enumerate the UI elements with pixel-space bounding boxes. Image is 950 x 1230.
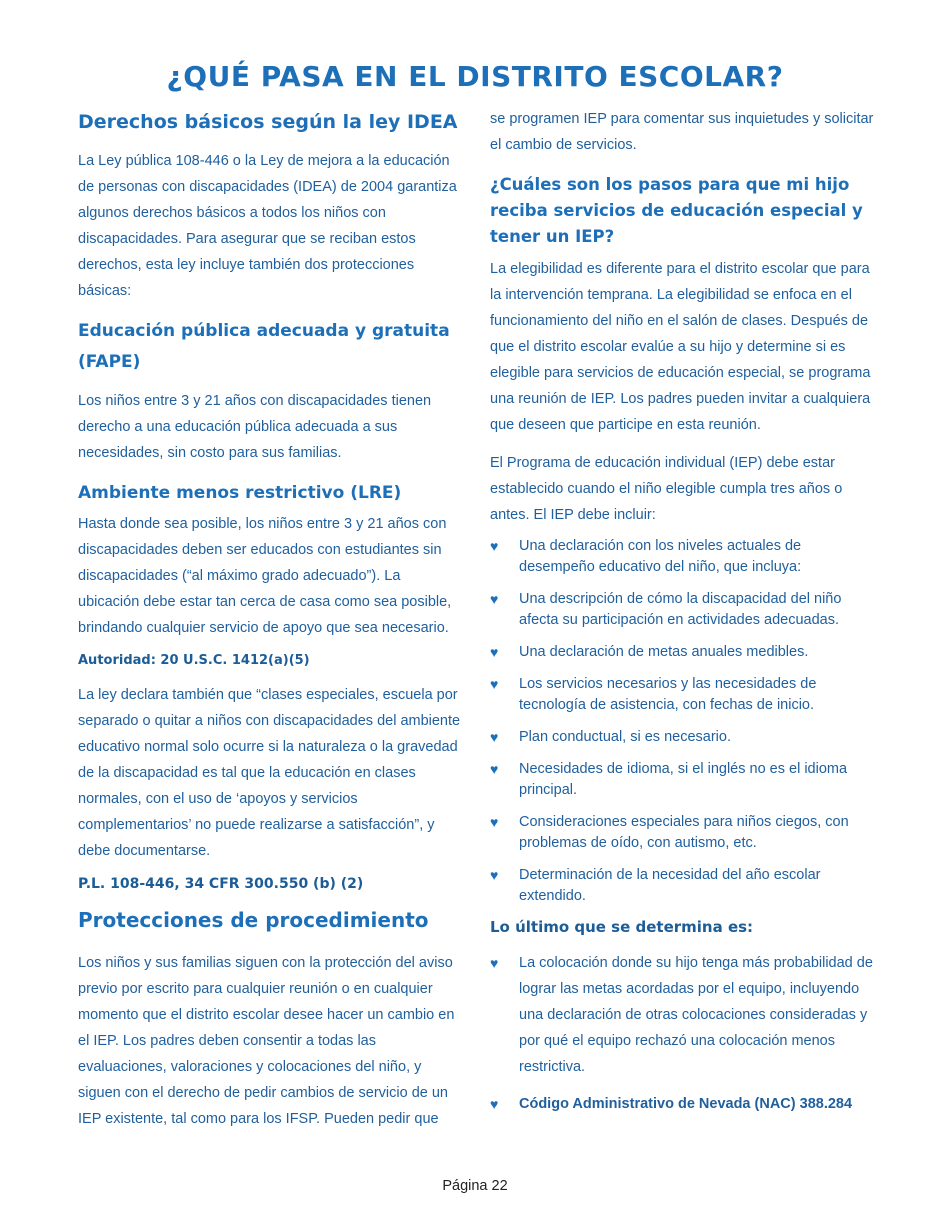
heart-bullet-icon: ♥ xyxy=(490,729,499,745)
heading-lre: Ambiente menos restrictivo (LRE) xyxy=(78,483,402,503)
list-item: ♥ Necesidades de idioma, si el inglés no es el idioma principal. xyxy=(490,761,848,798)
heading-pasos: ¿Cuáles son los pasos para que mi hijo reciba servicios de educación especial y tener un IEP? xyxy=(490,175,863,246)
list-item: ♥ Determinación de la necesidad del año escolar extendido. xyxy=(490,867,821,904)
list-item: ♥ Consideraciones especiales para niños ciegos, con problemas de oído, con autismo, etc. xyxy=(490,814,849,851)
heart-bullet-icon: ♥ xyxy=(490,1096,499,1112)
list-item: ♥ Los servicios necesarios y las necesidades de tecnología de asistencia, con fechas de inicio. xyxy=(490,676,817,713)
heart-bullet-icon: ♥ xyxy=(490,867,499,883)
heart-bullet-icon: ♥ xyxy=(490,676,499,692)
paragraph-lre: Hasta donde sea posible, los niños entre 3 y 21 años con discapacidades deben ser educados con estudiantes sin discapacidades (“al máximo grado adecuado”). La ubicación debe estar tan cerca de casa como sea posible, brindando cualquier servicio de apoyo que sea necesario. xyxy=(78,516,452,636)
iep-requirements-list xyxy=(490,536,875,907)
paragraph-protecciones: Los niños y sus familias siguen con la protección del aviso previo por escrito para cualquier reunión o en cualquier momento que el distrito escolar desee hacer un cambio en el IEP. Los padres deben consentir a todas las evaluaciones, valoraciones y colocaciones del niño, y siguen con el derecho de pedir cambios de servicio de un IEP existente, tal como para los IFSP. Pueden pedir que xyxy=(78,955,455,1127)
list-item: ♥ Una declaración con los niveles actuales de desempeño educativo del niño, que incluya: xyxy=(490,538,802,575)
heading-ultimo: Lo último que se determina es: xyxy=(490,918,754,936)
heart-bullet-icon: ♥ xyxy=(490,761,499,777)
paragraph-iep: El Programa de educación individual (IEP) debe estar establecido cuando el niño elegible cumpla tres años o antes. El IEP debe incluir: xyxy=(490,455,843,523)
final-determination-list xyxy=(490,950,875,1117)
list-item: ♥ Plan conductual, si es necesario. xyxy=(490,727,875,748)
list-item: ♥ Una descripción de cómo la discapacidad del niño afecta su participación en actividades adecuadas. xyxy=(490,591,842,628)
right-column xyxy=(490,106,875,1128)
page-title: ¿QUÉ PASA EN EL DISTRITO ESCOLAR? xyxy=(166,60,784,93)
heart-bullet-icon: ♥ xyxy=(490,591,499,607)
paragraph-ley: La ley declara también que “clases especiales, escuela por separado o quitar a niños con discapacidades del ambiente educativo normal solo ocurre si la naturaleza o la gravedad de la discapacidad es tal que la educación en clases normales, con el uso de ‘apoyos y servicios complementarios’ no puede realizarse a satisfacción”, y debe documentarse. xyxy=(78,687,461,859)
list-item: ♥ Código Administrativo de Nevada (NAC) 388.284 xyxy=(490,1091,875,1117)
heart-bullet-icon: ♥ xyxy=(490,955,499,971)
heart-bullet-icon: ♥ xyxy=(490,644,499,660)
paragraph-fape: Los niños entre 3 y 21 años con discapacidades tienen derecho a una educación pública adecuada a sus necesidades, sin costo para sus familias. xyxy=(78,393,432,461)
paragraph-derechos: La Ley pública 108-446 o la Ley de mejora a la educación de personas con discapacidades (IDEA) de 2004 garantiza algunos derechos básicos a todos los niños con discapacidades. Para asegurar que se reciban estos derechos, esta ley incluye también dos protecciones básicas: xyxy=(78,153,457,299)
list-item: ♥ Una declaración de metas anuales medibles. xyxy=(490,642,875,663)
heading-pl: P.L. 108-446, 34 CFR 300.550 (b) (2) xyxy=(78,876,364,892)
heading-derechos: Derechos básicos según la ley IDEA xyxy=(78,111,458,133)
page-number: Página 22 xyxy=(442,1178,508,1194)
heart-bullet-icon: ♥ xyxy=(490,538,499,554)
heart-bullet-icon: ♥ xyxy=(490,814,499,830)
heading-protecciones: Protecciones de procedimiento xyxy=(78,908,429,932)
left-column xyxy=(78,108,463,1144)
list-item: ♥ La colocación donde su hijo tenga más probabilidad de lograr las metas acordadas por el equipo, incluyendo una declaración de otras colocaciones consideradas y por qué el equipo rechazó una colocación menos restrictiva. xyxy=(490,950,875,1080)
heading-fape: Educación pública adecuada y gratuita (FAPE) xyxy=(78,321,450,372)
paragraph-elegibilidad: La elegibilidad es diferente para el distrito escolar que para la intervención temprana. La elegibilidad se enfoca en el funcionamiento del niño en el salón de clases. Después de que el distrito escolar evalúe a su hijo y determine si es elegible para servicios de educación especial, se programa una reunión de IEP. Los padres pueden invitar a cualquiera que deseen que participe en esta reunión. xyxy=(490,261,871,433)
heading-autoridad: Autoridad: 20 U.S.C. 1412(a)(5) xyxy=(78,653,310,668)
paragraph-continuacion: se programen IEP para comentar sus inquietudes y solicitar el cambio de servicios. xyxy=(490,111,874,153)
